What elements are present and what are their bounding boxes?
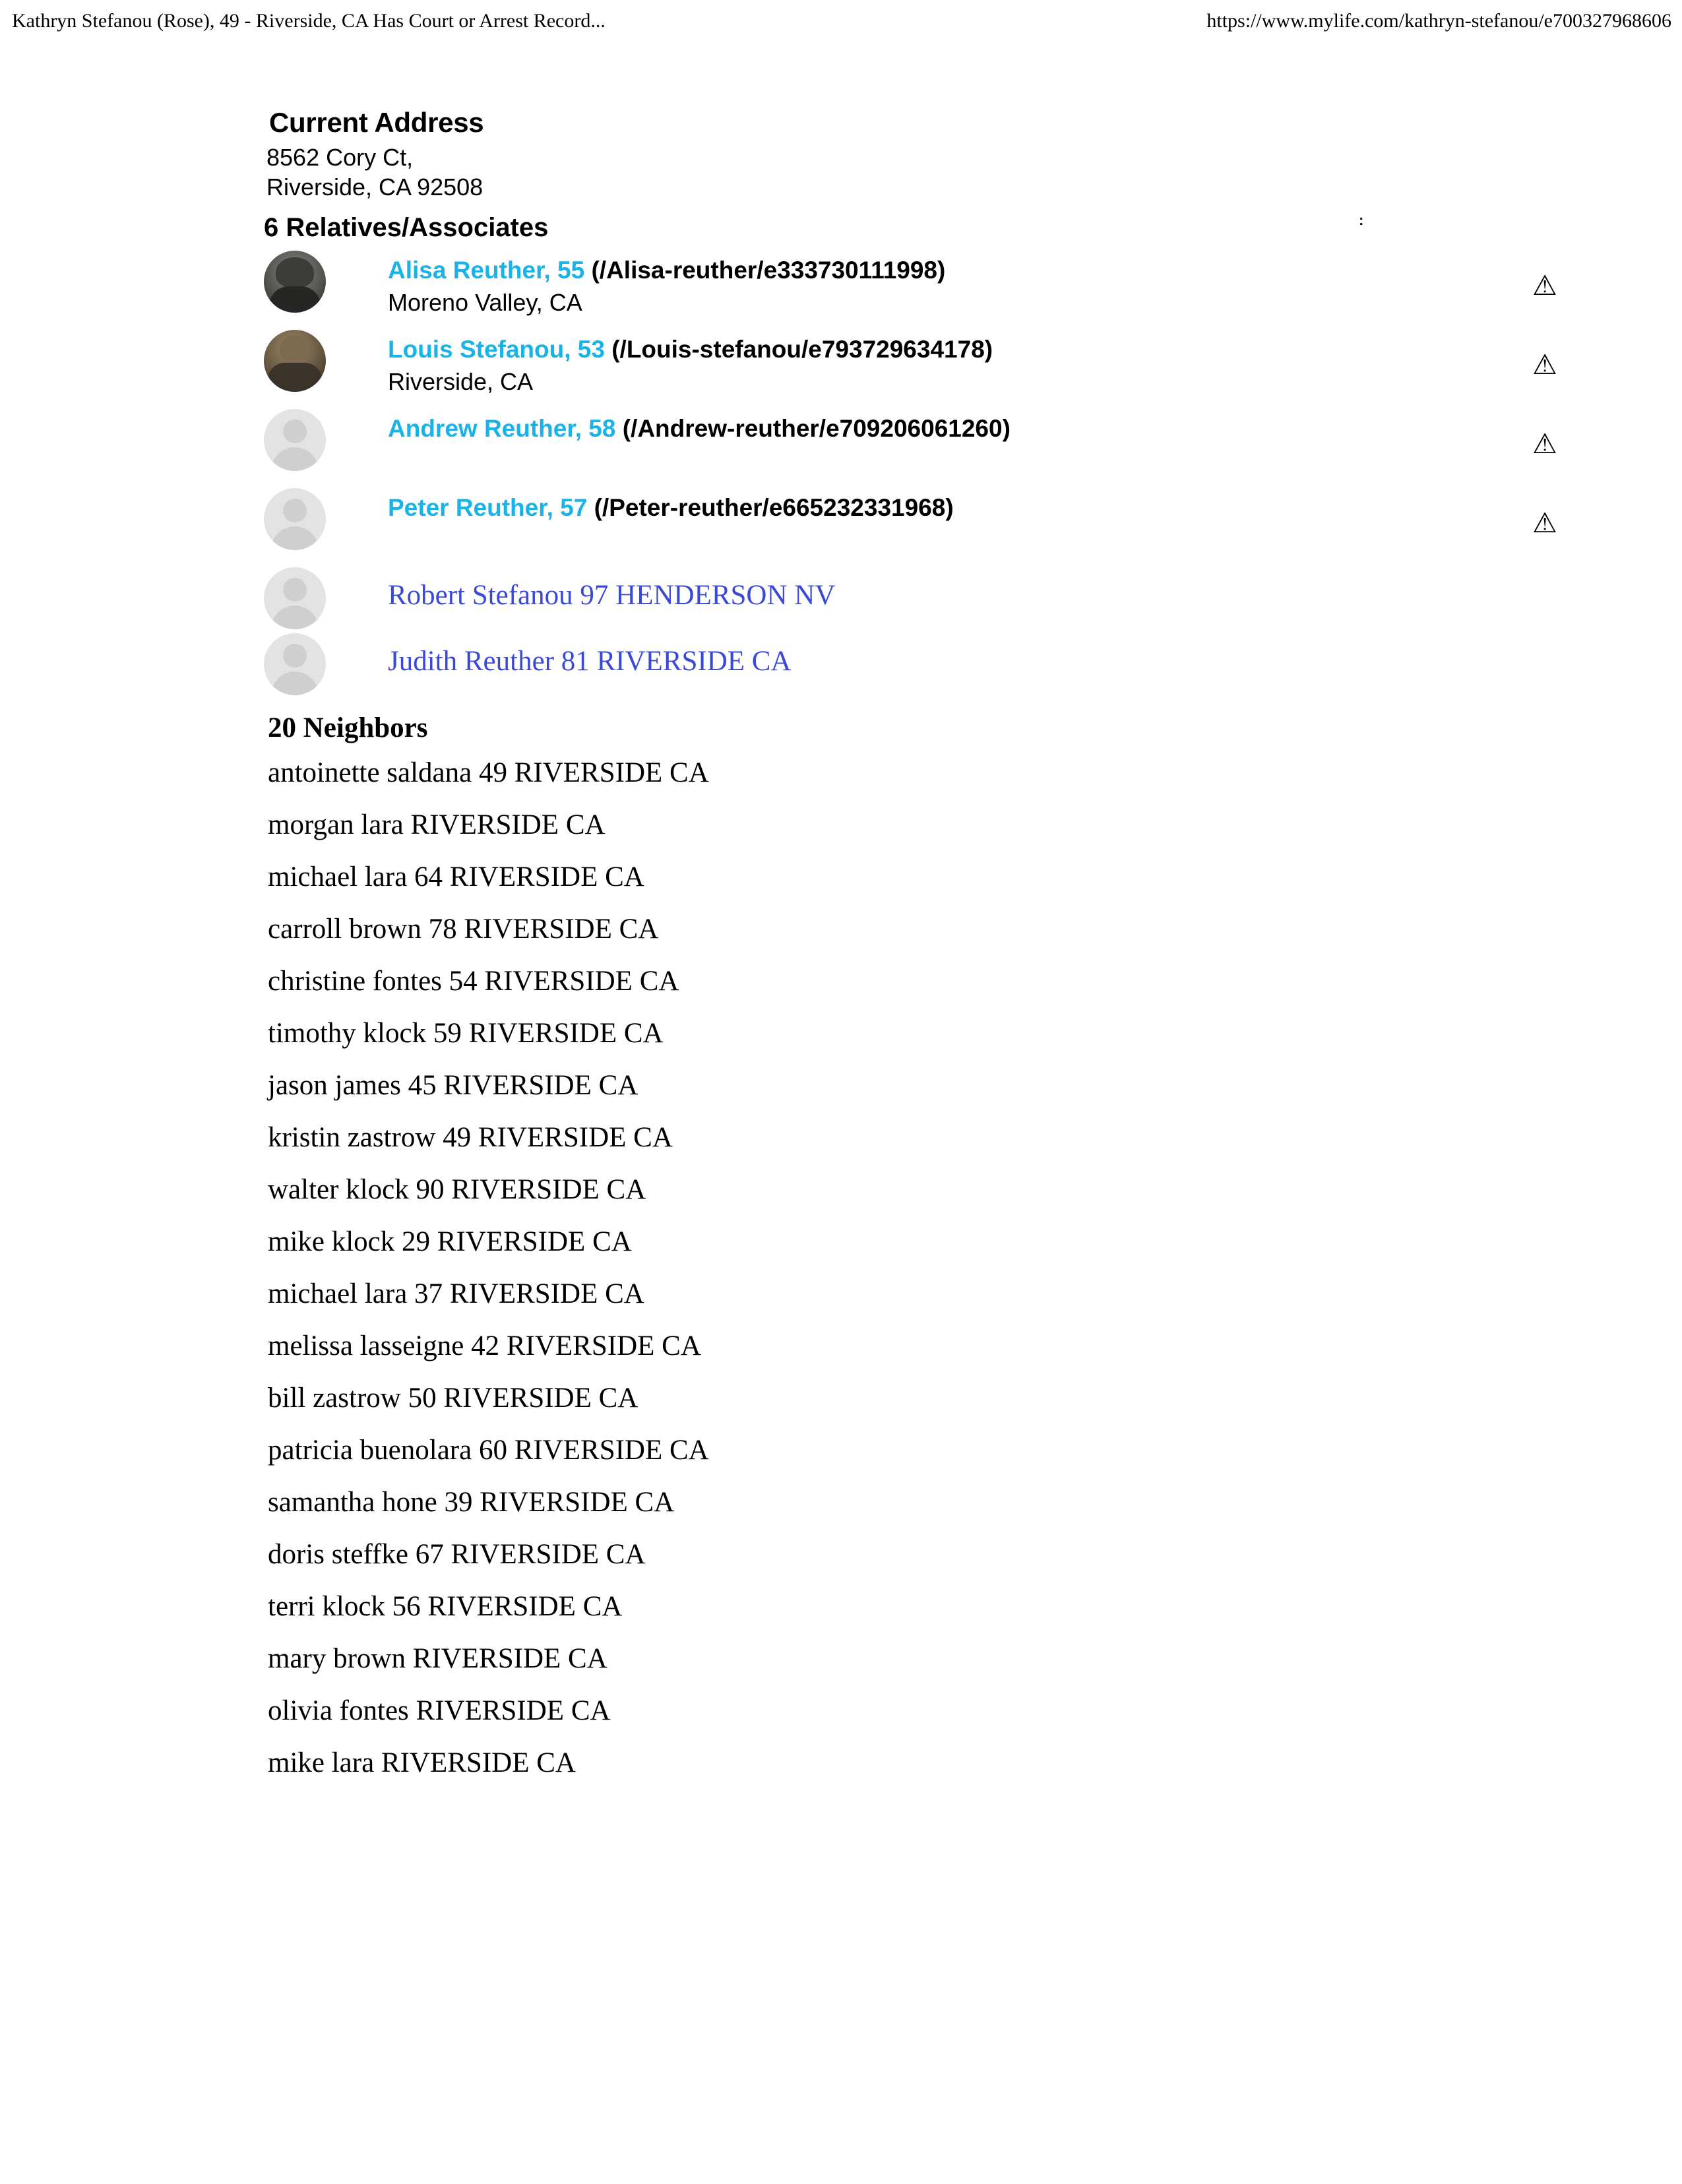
list-item: mary brown RIVERSIDE CA [268, 1643, 607, 1674]
list-item: jason james 45 RIVERSIDE CA [268, 1070, 639, 1101]
list-item: timothy klock 59 RIVERSIDE CA [268, 1018, 664, 1049]
list-item: kristin zastrow 49 RIVERSIDE CA [268, 1122, 673, 1153]
relative-row[interactable] [264, 488, 1557, 559]
relative-name-link[interactable]: Peter Reuther, 57 [388, 494, 588, 521]
avatar [264, 409, 326, 471]
list-item: bill zastrow 50 RIVERSIDE CA [268, 1383, 639, 1414]
relative-row[interactable] [264, 633, 1517, 699]
relative-name-link[interactable]: Judith Reuther 81 RIVERSIDE CA [388, 646, 792, 677]
list-item: mike klock 29 RIVERSIDE CA [268, 1226, 632, 1257]
print-header [0, 9, 1682, 38]
relatives-heading [264, 211, 1517, 244]
list-item: samantha hone 39 RIVERSIDE CA [268, 1487, 675, 1518]
list-item: mike lara RIVERSIDE CA [268, 1747, 576, 1778]
relative-text [388, 334, 1344, 397]
list-item: walter klock 90 RIVERSIDE CA [268, 1174, 646, 1205]
current-address-heading: Current Address [269, 107, 484, 138]
relative-url: (/Andrew-reuther/e709206061260) [622, 415, 1011, 442]
list-item: morgan lara RIVERSIDE CA [268, 809, 606, 840]
list-item: michael lara 37 RIVERSIDE CA [268, 1278, 644, 1309]
relative-name-line [388, 334, 1344, 365]
avatar [264, 567, 326, 629]
relative-city: Moreno Valley, CA [388, 289, 582, 316]
list-item: michael lara 64 RIVERSIDE CA [268, 861, 644, 892]
print-header-title: Kathryn Stefanou (Rose), 49 - Riverside, CA Has Court or Arrest Record... [12, 10, 606, 32]
list-item: olivia fontes RIVERSIDE CA [268, 1695, 611, 1726]
warning-icon: ⚠ [1532, 350, 1557, 381]
relative-row[interactable] [264, 409, 1557, 480]
relative-row[interactable] [264, 567, 1517, 633]
relative-name-link[interactable]: Andrew Reuther, 58 [388, 415, 616, 442]
relative-name-line [388, 255, 1344, 286]
avatar [264, 251, 326, 313]
list-item: antoinette saldana 49 RIVERSIDE CA [268, 757, 709, 788]
relative-text [388, 413, 1344, 446]
warning-icon: ⚠ [1532, 271, 1557, 301]
relative-name-link[interactable]: Louis Stefanou, 53 [388, 336, 605, 363]
list-item: terri klock 56 RIVERSIDE CA [268, 1591, 623, 1622]
warning-icon: ⚠ [1532, 429, 1557, 460]
print-header-url: https://www.mylife.com/kathryn-stefanou/e700327968606 [1206, 10, 1671, 32]
relatives-heading-label: 6 Relatives/Associates [264, 213, 549, 242]
neighbors-heading: 20 Neighbors [268, 712, 428, 743]
avatar [264, 633, 326, 695]
relative-name-line [388, 413, 1344, 445]
list-item: carroll brown 78 RIVERSIDE CA [268, 914, 659, 945]
list-item: patricia buenolara 60 RIVERSIDE CA [268, 1435, 709, 1466]
relative-url: (/Peter-reuther/e665232331968) [594, 494, 954, 521]
relative-url: (/Louis-stefanou/e793729634178) [611, 336, 993, 363]
current-address-line1: 8562 Cory Ct, [266, 144, 414, 171]
relative-name-link[interactable]: Robert Stefanou 97 HENDERSON NV [388, 580, 836, 611]
avatar [264, 488, 326, 550]
relative-name-link[interactable]: Alisa Reuther, 55 [388, 257, 585, 284]
relative-city: Riverside, CA [388, 368, 534, 395]
list-item: christine fontes 54 RIVERSIDE CA [268, 966, 679, 997]
relative-name-line [388, 492, 1344, 524]
relative-url: (/Alisa-reuther/e333730111998) [591, 257, 946, 284]
warning-icon: ⚠ [1532, 509, 1557, 539]
relative-text [388, 492, 1344, 525]
current-address-line2: Riverside, CA 92508 [266, 173, 483, 201]
relative-text [388, 255, 1344, 318]
list-item: doris steffke 67 RIVERSIDE CA [268, 1539, 646, 1570]
list-item: melissa lasseigne 42 RIVERSIDE CA [268, 1330, 701, 1361]
relatives-dots: : [1359, 212, 1364, 228]
avatar [264, 330, 326, 392]
relative-row[interactable] [264, 330, 1557, 401]
page-content [264, 106, 1557, 1789]
relative-row[interactable] [264, 251, 1557, 322]
